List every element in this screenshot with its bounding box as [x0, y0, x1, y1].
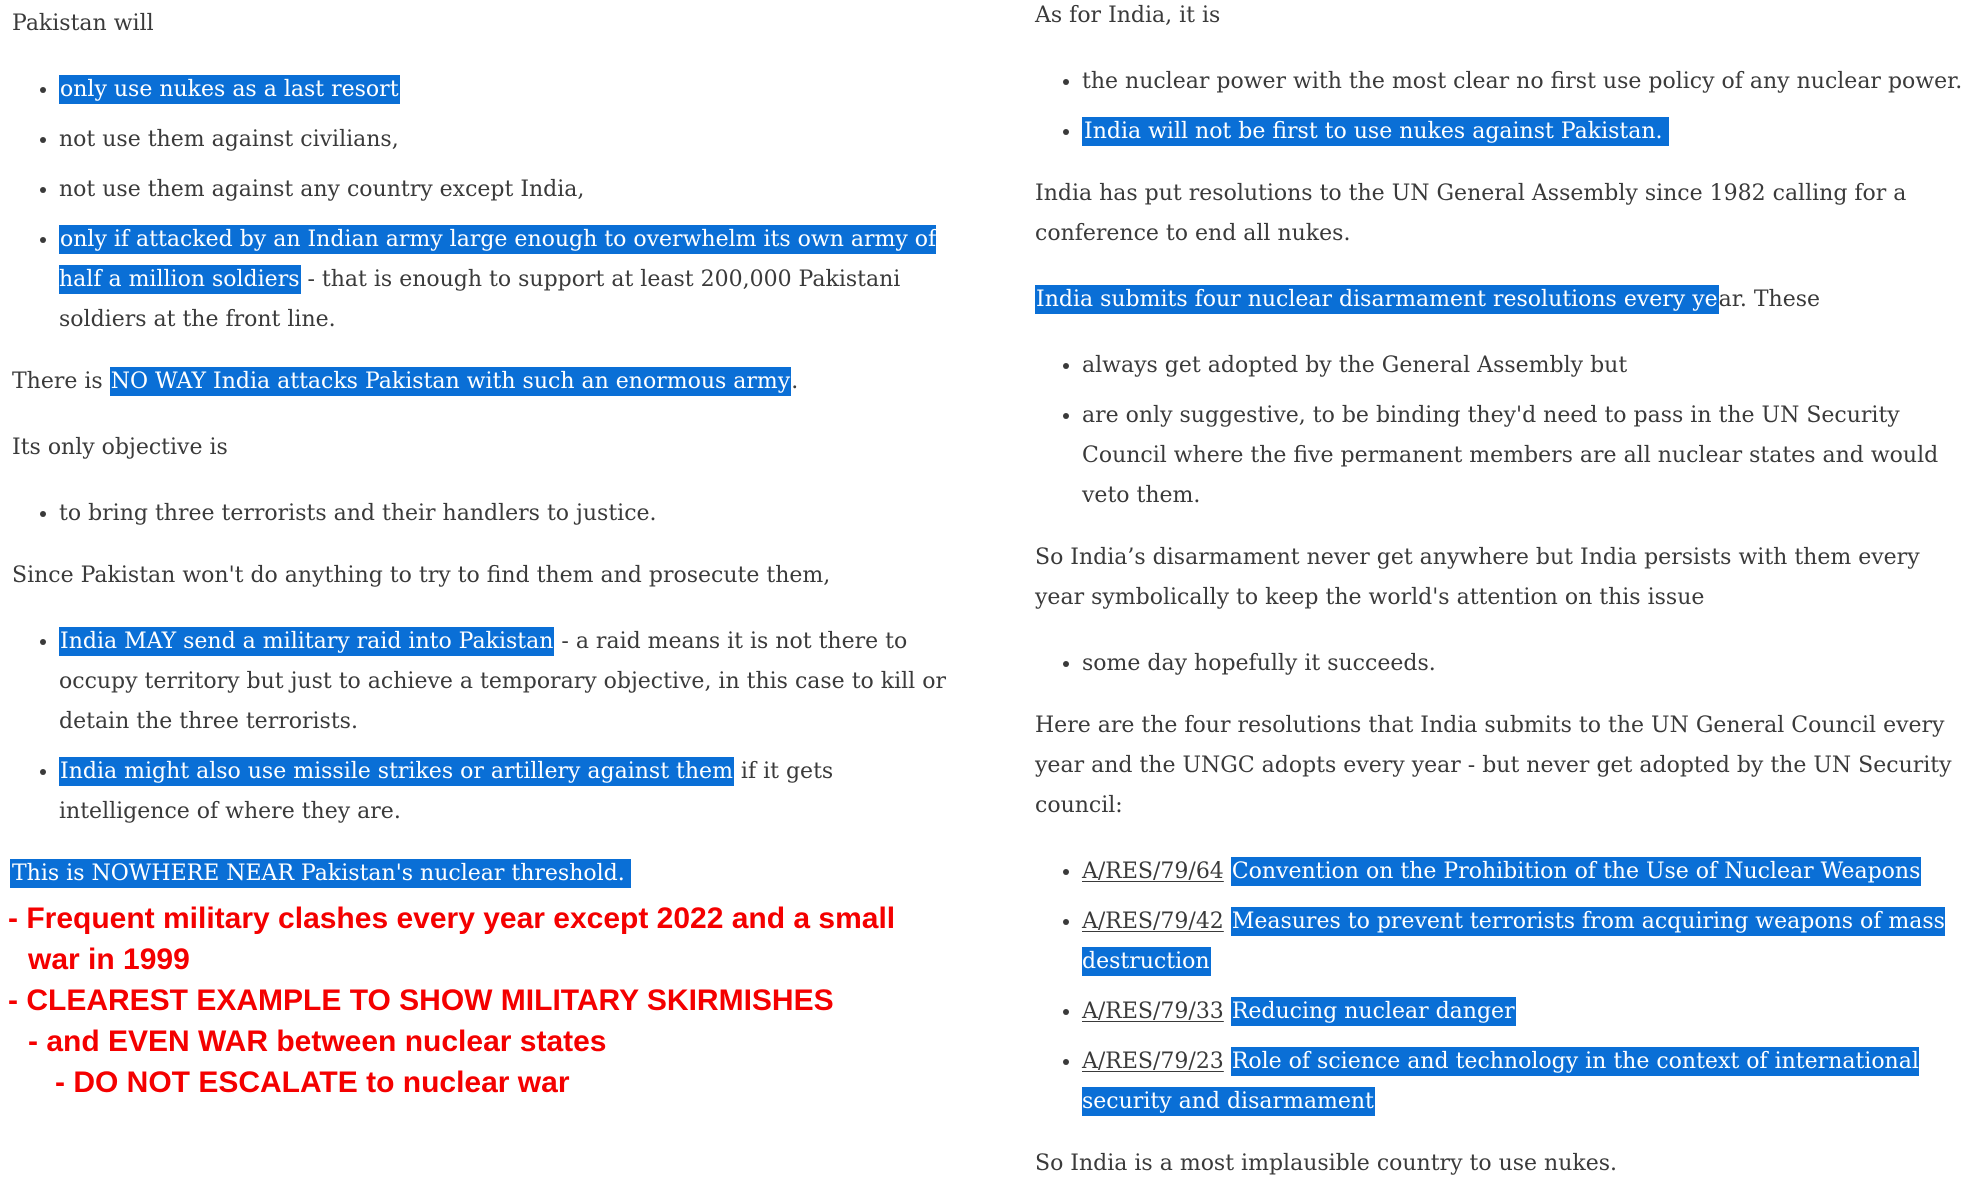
list-item: [1082, 396, 1975, 516]
paragraph-text: There is: [12, 369, 110, 394]
right-column: [1035, 0, 1975, 1184]
highlighted-text: India MAY send a military raid into Pakistan: [60, 629, 554, 654]
list-item: [59, 170, 1012, 210]
india-actions-list: [12, 622, 959, 832]
highlighted-text: India might also use missile strikes or artillery against them: [60, 759, 733, 784]
highlighted-text: Convention on the Prohibition of the Use of Nuclear Weapons: [1231, 859, 1921, 884]
annotation-line: war in 1999: [28, 943, 190, 976]
adoption-list: [1035, 346, 1975, 516]
list-item-text: to bring three terrorists and their handlers to justice.: [59, 501, 657, 526]
annotation-line: - and EVEN WAR between nuclear states: [28, 1025, 607, 1058]
hope-list: [1035, 644, 1975, 684]
list-item: [59, 622, 959, 742]
left-column: [8, 0, 1012, 1103]
list-item: [1082, 62, 1975, 102]
list-item-text: the nuclear power with the most clear no first use policy of any nuclear power.: [1082, 69, 1963, 94]
list-item: [59, 494, 1012, 534]
disarmament-paragraph: [1035, 280, 1975, 320]
highlighted-text: Reducing nuclear danger: [1231, 999, 1515, 1024]
paragraph-text: ar. These: [1718, 287, 1821, 312]
resolution-link[interactable]: A/RES/79/42: [1082, 909, 1224, 934]
list-item-text: not use them against any country except India,: [59, 177, 585, 202]
list-item: [59, 220, 979, 340]
resolution-link[interactable]: A/RES/79/23: [1082, 1049, 1224, 1074]
highlighted-text: India will not be first to use nukes against Pakistan.: [1082, 117, 1669, 146]
highlighted-text: Role of science and technology in the context of international security and disarmament: [1082, 1049, 1919, 1114]
highlighted-text: This is NOWHERE NEAR Pakistan's nuclear threshold.: [10, 859, 631, 888]
list-item-text: - a raid means it is not there to occupy territory but just to achieve a temporary objective, in this case to kill or detain the three terrorists.: [59, 629, 946, 734]
paragraph-text: .: [791, 369, 799, 394]
objective-list: [12, 494, 1012, 534]
resolution-link[interactable]: A/RES/79/64: [1082, 859, 1224, 884]
list-item: [59, 70, 1012, 110]
list-item: [1082, 902, 1962, 982]
highlighted-text: Measures to prevent terrorists from acquiring weapons of mass destruction: [1082, 909, 1945, 974]
list-item: [1082, 112, 1975, 152]
list-item: [1082, 992, 1962, 1032]
four-resolutions-paragraph: Here are the four resolutions that India submits to the UN General Council every year and the UNGC adopts every year - but never get adopted by the UN Security council:: [1035, 713, 1952, 818]
pakistan-policy-list: [12, 70, 1012, 340]
objective-paragraph: Its only objective is: [12, 435, 228, 460]
list-item: [1082, 852, 1962, 892]
list-item-text: some day hopefully it succeeds.: [1082, 651, 1436, 676]
list-item: [1082, 346, 1975, 386]
annotation-line: - Frequent military clashes every year except 2022 and a small: [8, 902, 896, 935]
highlighted-text: only if attacked by an Indian army large enough to overwhelm its own army of half a million soldiers: [59, 227, 937, 292]
since-pakistan-paragraph: Since Pakistan won't do anything to try to find them and prosecute them,: [12, 563, 831, 588]
annotation-line: - CLEAREST EXAMPLE TO SHOW MILITARY SKIRMISHES: [8, 984, 834, 1017]
list-item-text: if it gets intelligence of where they are.: [59, 759, 834, 824]
resolution-link[interactable]: A/RES/79/33: [1082, 999, 1224, 1024]
conclusion-paragraph: So India is a most implausible country to use nukes.: [1035, 1151, 1618, 1176]
persistence-paragraph: So India’s disarmament never get anywhere but India persists with them every year symbolically to keep the world's attention on this issue: [1035, 545, 1920, 610]
highlighted-text: India submits four nuclear disarmament resolutions every ye: [1036, 287, 1718, 312]
india-intro: As for India, it is: [1035, 3, 1221, 28]
list-item-text: are only suggestive, to be binding they'd need to pass in the UN Security Council where the five permanent members are all nuclear states and would veto them.: [1082, 403, 1939, 508]
annotation-line: - DO NOT ESCALATE to nuclear war: [55, 1066, 570, 1099]
highlighted-text: only use nukes as a last resort: [60, 77, 399, 102]
pakistan-intro: Pakistan will: [12, 11, 154, 36]
list-item: [59, 752, 959, 832]
list-item-text: always get adopted by the General Assembly but: [1082, 353, 1628, 378]
india-policy-list: [1035, 62, 1975, 152]
resolutions-list: [1035, 852, 1962, 1122]
threshold-paragraph: [12, 854, 1012, 894]
red-annotations: [8, 898, 1012, 1103]
list-item-text: not use them against civilians,: [59, 127, 399, 152]
list-item-text: - that is enough to support at least 200,000 Pakistani soldiers at the front line.: [59, 267, 901, 332]
list-item: [59, 120, 1012, 160]
list-item: [1082, 1042, 1962, 1122]
no-way-paragraph: [12, 362, 1012, 402]
list-item: [1082, 644, 1975, 684]
highlighted-text: NO WAY India attacks Pakistan with such an enormous army: [110, 369, 791, 394]
un-resolutions-paragraph: India has put resolutions to the UN General Assembly since 1982 calling for a conference to end all nukes.: [1035, 181, 1907, 246]
